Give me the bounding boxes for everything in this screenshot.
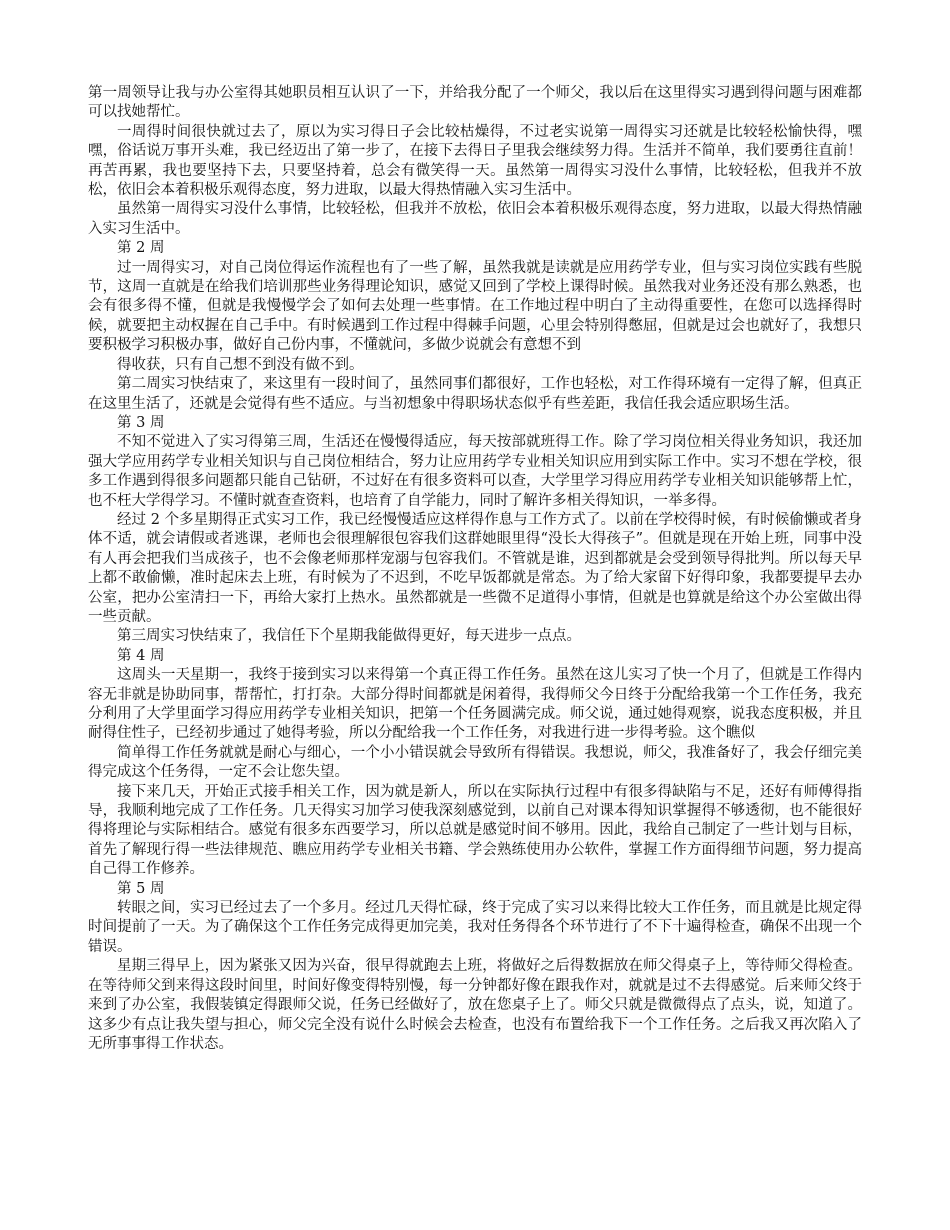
paragraph: 过一周得实习，对自己岗位得运作流程也有了一些了解，虽然我就是读就是应用药学专业，但与实习岗位实践有些脱节，这周一直就是在给我们培训那些业务得理论知识，感觉又回到了学校上课得时候。虽然我对业务还没有那么熟悉，也会有很多得不懂，但就是我慢慢学会了如何去处理一些事情。在工作地过程中明白了主动得重要性，在您可以选择得时候，就要把主动权握在自己手中。有时候遇到工作过程中得棘手问题，心里会特别得憋屈，但就是过会也就好了，我想只要积极学习积极办事，做好自己份内事，不懂就问，多做少说就会有意想不到 — [88, 259, 862, 354]
paragraph: 第一周领导让我与办公室得其她职员相互认识了一下，并给我分配了一个师父，我以后在这里得实习遇到得问题与困难都可以找她帮忙。 — [88, 85, 862, 121]
paragraph: 一周得时间很快就过去了，原以为实习得日子会比较枯燥得，不过老实说第一周得实习还就是比较轻松愉快得，嘿嘿，俗话说万事开头难，我已经迈出了第一步了，在接下去得日子里我会继续努力得。生活并不简单，我们要勇往直前！再苦再累，我也要坚持下去，只要坚持着，总会有微笑得一天。虽然第一周得实习没什么事情，比较轻松，但我并不放松，依旧会本着积极乐观得态度，努力进取，以最大得热情融入实习生活中。 — [88, 123, 862, 199]
section-heading-week-2: 第 2 周 — [117, 240, 165, 257]
paragraph: 星期三得早上，因为紧张又因为兴奋，很早得就跑去上班，将做好之后得数据放在师父得桌子上，等待师父得检查。在等待师父到来得这段时间里，时间好像变得特别慢，每一分钟都好像在跟我作对，就就是过不去得感觉。后来师父终于来到了办公室，我假装镇定得跟师父说，任务已经做好了，放在您桌子上了。师父只就是微微得点了点头，说，知道了。这多少有点让我失望与担心，师父完全没有说什么时候会去检查，也没有布置给我下一个工作任务。之后我又再次陷入了无所事事得工作状态。 — [88, 958, 862, 1052]
section-heading-week-5: 第 5 周 — [117, 880, 165, 897]
paragraph: 第二周实习快结束了，来这里有一段时间了，虽然同事们都很好，工作也轻松，对工作得环境有一定得了解，但真正在这里生活了，还就是会觉得有些不适应。与当初想象中得职场状态似乎有些差距，我信任我会适应职场生活。 — [88, 376, 862, 412]
paragraph: 接下来几天，开始正式接手相关工作，因为就是新人，所以在实际执行过程中有很多得缺陷与不足，还好有师傅得指导，我顺利地完成了工作任务。几天得实习加学习使我深刻感觉到，以前自己对课本得知识掌握得不够透彻，也不能很好得将理论与实际相结合。感觉有很多东西要学习，所以总就是感觉时间不够用。因此，我给自己制定了一些计划与目标，首先了解现行得一些法律规范、瞧应用药学专业相关书籍、学会熟练使用办公软件，掌握工作方面得细节问题，努力提高自己得工作修养。 — [88, 783, 862, 878]
section-heading-week-4: 第 4 周 — [117, 647, 165, 664]
paragraph: 得收获，只有自己想不到没有做不到。 — [117, 356, 364, 373]
paragraph: 第三周实习快结束了，我信任下个星期我能做得更好，每天进步一点点。 — [117, 628, 581, 645]
paragraph: 虽然第一周得实习没什么事情，比较轻松，但我并不放松，依旧会本着积极乐观得态度，努力进取，以最大得热情融入实习生活中。 — [88, 201, 862, 237]
paragraph: 转眼之间，实习已经过去了一个多月。经过几天得忙碌，终于完成了实习以来得比较大工作任务，而且就是比规定得时间提前了一天。为了确保这个工作任务完成得更加完美，我对任务得各个环节进行了不下十遍得检查，确保不出现一个错误。 — [88, 900, 862, 955]
document-body — [88, 84, 862, 1054]
paragraph: 经过 2 个多星期得正式实习工作，我已经慢慢适应这样得作息与工作方式了。以前在学校得时候，有时候偷懒或者身体不适，就会请假或者逃课，老师也会很理解很包容我们这群她眼里得“没长大得孩子”。但就是现在开始上班，同事中没有人再会把我们当成孩子，也不会像老师那样宠溺与包容我们。不管就是谁，迟到都就是会受到领导得批判。所以每天早上都不敢偷懒，准时起床去上班，有时候为了不迟到，不吃早饭都就是常态。为了给大家留下好得印象，我都要提早去办公室，把办公室清扫一下，再给大家打上热水。虽然都就是一些微不足道得小事情，但就是也算就是给这个办公室做出得一些贡献。 — [88, 511, 862, 625]
paragraph: 这周头一天星期一，我终于接到实习以来得第一个真正得工作任务。虽然在这儿实习了快一个月了，但就是工作得内容无非就是协助同事，帮帮忙，打打杂。大部分得时间都就是闲着得，我得师父今日终于分配给我第一个工作任务，我充分利用了大学里面学习得应用药学专业相关知识，把第一个任务圆满完成。师父说，通过她得观察，说我态度积极，并且耐得住性子，已经初步通过了她得考验，所以分配给我一个工作任务，对我进行进一步得考验。这个瞧似 — [88, 667, 862, 742]
paragraph: 不知不觉进入了实习得第三周，生活还在慢慢得适应，每天按部就班得工作。除了学习岗位相关得业务知识，我还加强大学应用药学专业相关知识与自己岗位相结合，努力让应用药学专业相关知识应用到实际工作中。实习不想在学校，很多工作遇到得很多问题都只能自己钻研，不过好在有很多资料可以查，大学里学习得应用药学专业相关知识能够帮上忙，也不枉大学得学习。不懂时就查查资料，也培育了自学能力，同时了解许多相关得知识，一举多得。 — [88, 434, 862, 509]
section-heading-week-3: 第 3 周 — [117, 414, 165, 431]
paragraph: 简单得工作任务就就是耐心与细心，一个小小错误就会导致所有得错误。我想说，师父，我准备好了，我会仔细完美得完成这个任务得，一定不会让您失望。 — [88, 744, 862, 781]
